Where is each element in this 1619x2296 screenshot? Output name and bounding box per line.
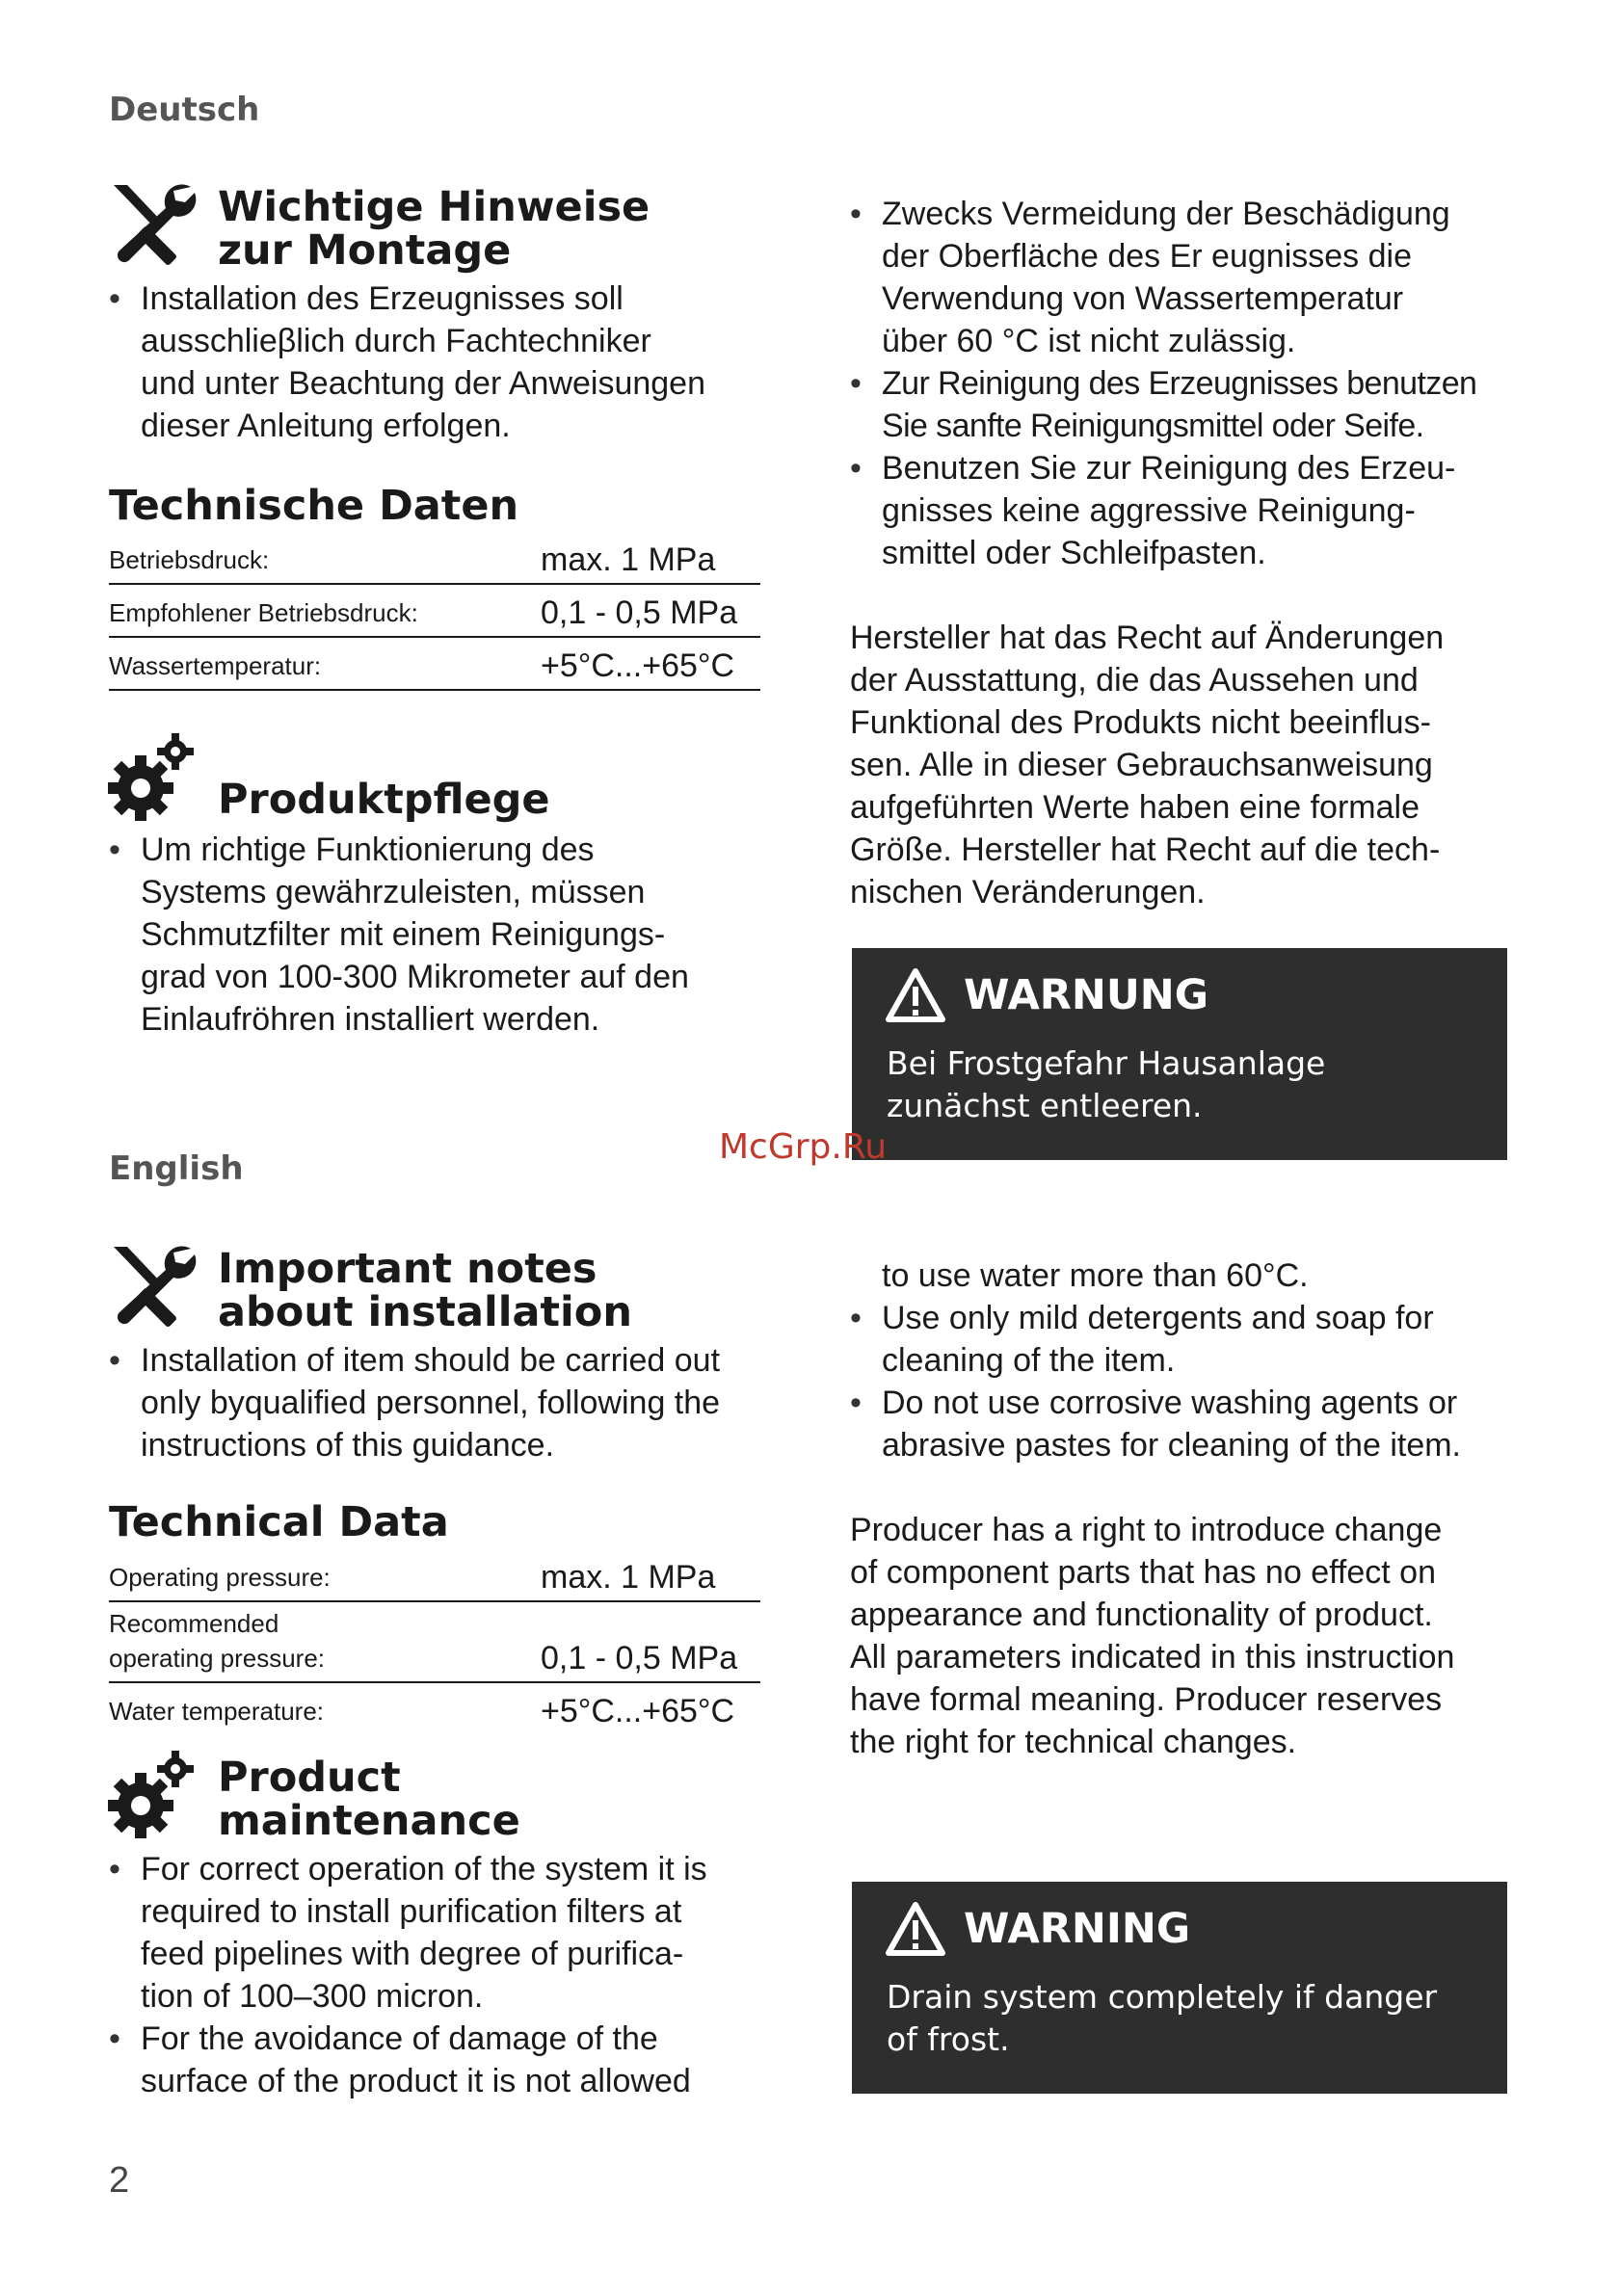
warning-title-de: WARNUNG: [964, 971, 1209, 1019]
table-row: Water temperature: +5°C...+65°C: [109, 1693, 735, 1729]
warning-title-en: WARNING: [964, 1905, 1191, 1953]
notice-de: Hersteller hat das Recht auf Änderungen der Ausstattung, die das Aussehen und Funktional des Produkts nicht beeinflus- sen. Alle in dieser Gebrauchsanweisung aufgeführten Werte haben eine formale Größe. Hersteller hat Recht auf die tech- nischen Veränderungen.: [850, 620, 1445, 910]
wrench-screwdriver-icon: [106, 1243, 199, 1335]
watermark: McGrp.Ru: [719, 1127, 888, 1167]
tech-table-en: [109, 1549, 760, 1734]
list-item-continuation: to use water more than 60°C.: [882, 1257, 1309, 1294]
install-title-line-1: Wichtige Hinweise: [218, 183, 650, 231]
table-row: Empfohlener Betriebsdruck: 0,1 - 0,5 MPa: [109, 584, 760, 637]
care-bullets-en: [109, 1848, 803, 2102]
table-row: Betriebsdruck: max. 1 MPa: [109, 532, 760, 584]
warning-box-de: [852, 948, 1507, 1160]
right-bullets-en: [850, 1254, 1544, 1466]
install-bullets-en: [109, 1339, 803, 1466]
table-row: Operating pressure: max. 1 MPa: [109, 1549, 760, 1601]
warning-triangle-icon: [885, 1901, 946, 1957]
tech-title-en: Technical Data: [109, 1498, 449, 1546]
list-item: • Installation of item should be carried out only byqualified personnel, following the instructions of this guidance.: [109, 1339, 803, 1466]
page-number: 2: [109, 2160, 130, 2201]
warning-text-de: Bei Frostgefahr Hausanlage zunächst entleeren.: [887, 1044, 1326, 1124]
gears-icon: [106, 1750, 199, 1842]
care-title-de: Produktpflege: [218, 776, 550, 824]
install-title-line-1: Important notes: [218, 1245, 597, 1293]
tech-title-de: Technische Daten: [109, 482, 519, 530]
install-title-line-2: about installation: [218, 1288, 632, 1336]
wrench-screwdriver-icon: [106, 181, 199, 274]
table-row: Recommended operating pressure: 0,1 - 0,5 MPa: [109, 1601, 760, 1682]
notice-en: Producer has a right to introduce change of component parts that has no effect on appearance and functionality of product. All parameters indicated in this instruction have formal meaning. Producer reserves the right for technical changes.: [850, 1512, 1455, 1760]
install-title-line-2: zur Montage: [218, 226, 512, 275]
warning-box-en: [852, 1882, 1507, 2094]
care-title-line-1: Product: [218, 1754, 401, 1802]
list-item: • For correct operation of the system it is required to install purification filters at feed pipelines with degree of purifica- tion of 100–300 micron.: [109, 1848, 803, 2018]
warning-triangle-icon: [885, 967, 946, 1023]
warning-text-en: Drain system completely if danger of frost.: [887, 1978, 1438, 2058]
gears-icon: [106, 732, 199, 825]
right-bullets-de: [850, 193, 1525, 574]
table-row: Wassertemperatur: +5°C...+65°C: [109, 637, 760, 690]
language-label-en: English: [109, 1149, 244, 1188]
list-item: • Zur Reinigung des Erzeugnisses benutzen Sie sanfte Reinigungsmittel oder Seife.: [850, 362, 1525, 447]
care-title-line-2: maintenance: [218, 1797, 520, 1845]
tech-table-de: [109, 532, 760, 691]
care-bullets-de: [109, 829, 783, 1041]
list-item: • Zwecks Vermeidung der Beschädigung der Oberfläche des Er eugnisses die Verwendung von Wassertemperatur über 60 °C ist nicht zulässig.: [850, 193, 1525, 362]
list-item: • Benutzen Sie zur Reinigung des Erzeu- gnisses keine aggressive Reinigung- smittel oder Schleifpasten.: [850, 447, 1525, 574]
care-title-en: [218, 1756, 520, 1843]
list-item: • Do not use corrosive washing agents or abrasive pastes for cleaning of the item.: [850, 1382, 1544, 1466]
list-item: • Um richtige Funktionierung des Systems gewährzuleisten, müssen Schmutzfilter mit einem Reinigungs- grad von 100-300 Mikrometer auf den Einlaufröhren installiert werden.: [109, 829, 783, 1041]
install-title-en: [218, 1245, 632, 1336]
list-item: • For the avoidance of damage of the surface of the product it is not allowed: [109, 2018, 803, 2102]
install-bullets-de: [109, 277, 783, 447]
install-title-de: [218, 183, 650, 275]
list-item: • Installation des Erzeugnisses soll ausschlieβlich durch Fachtechniker und unter Beachtung der Anweisungen dieser Anleitung erfolgen.: [109, 277, 783, 447]
language-label-de: Deutsch: [109, 91, 260, 129]
list-item: • Use only mild detergents and soap for cleaning of the item.: [850, 1297, 1544, 1382]
